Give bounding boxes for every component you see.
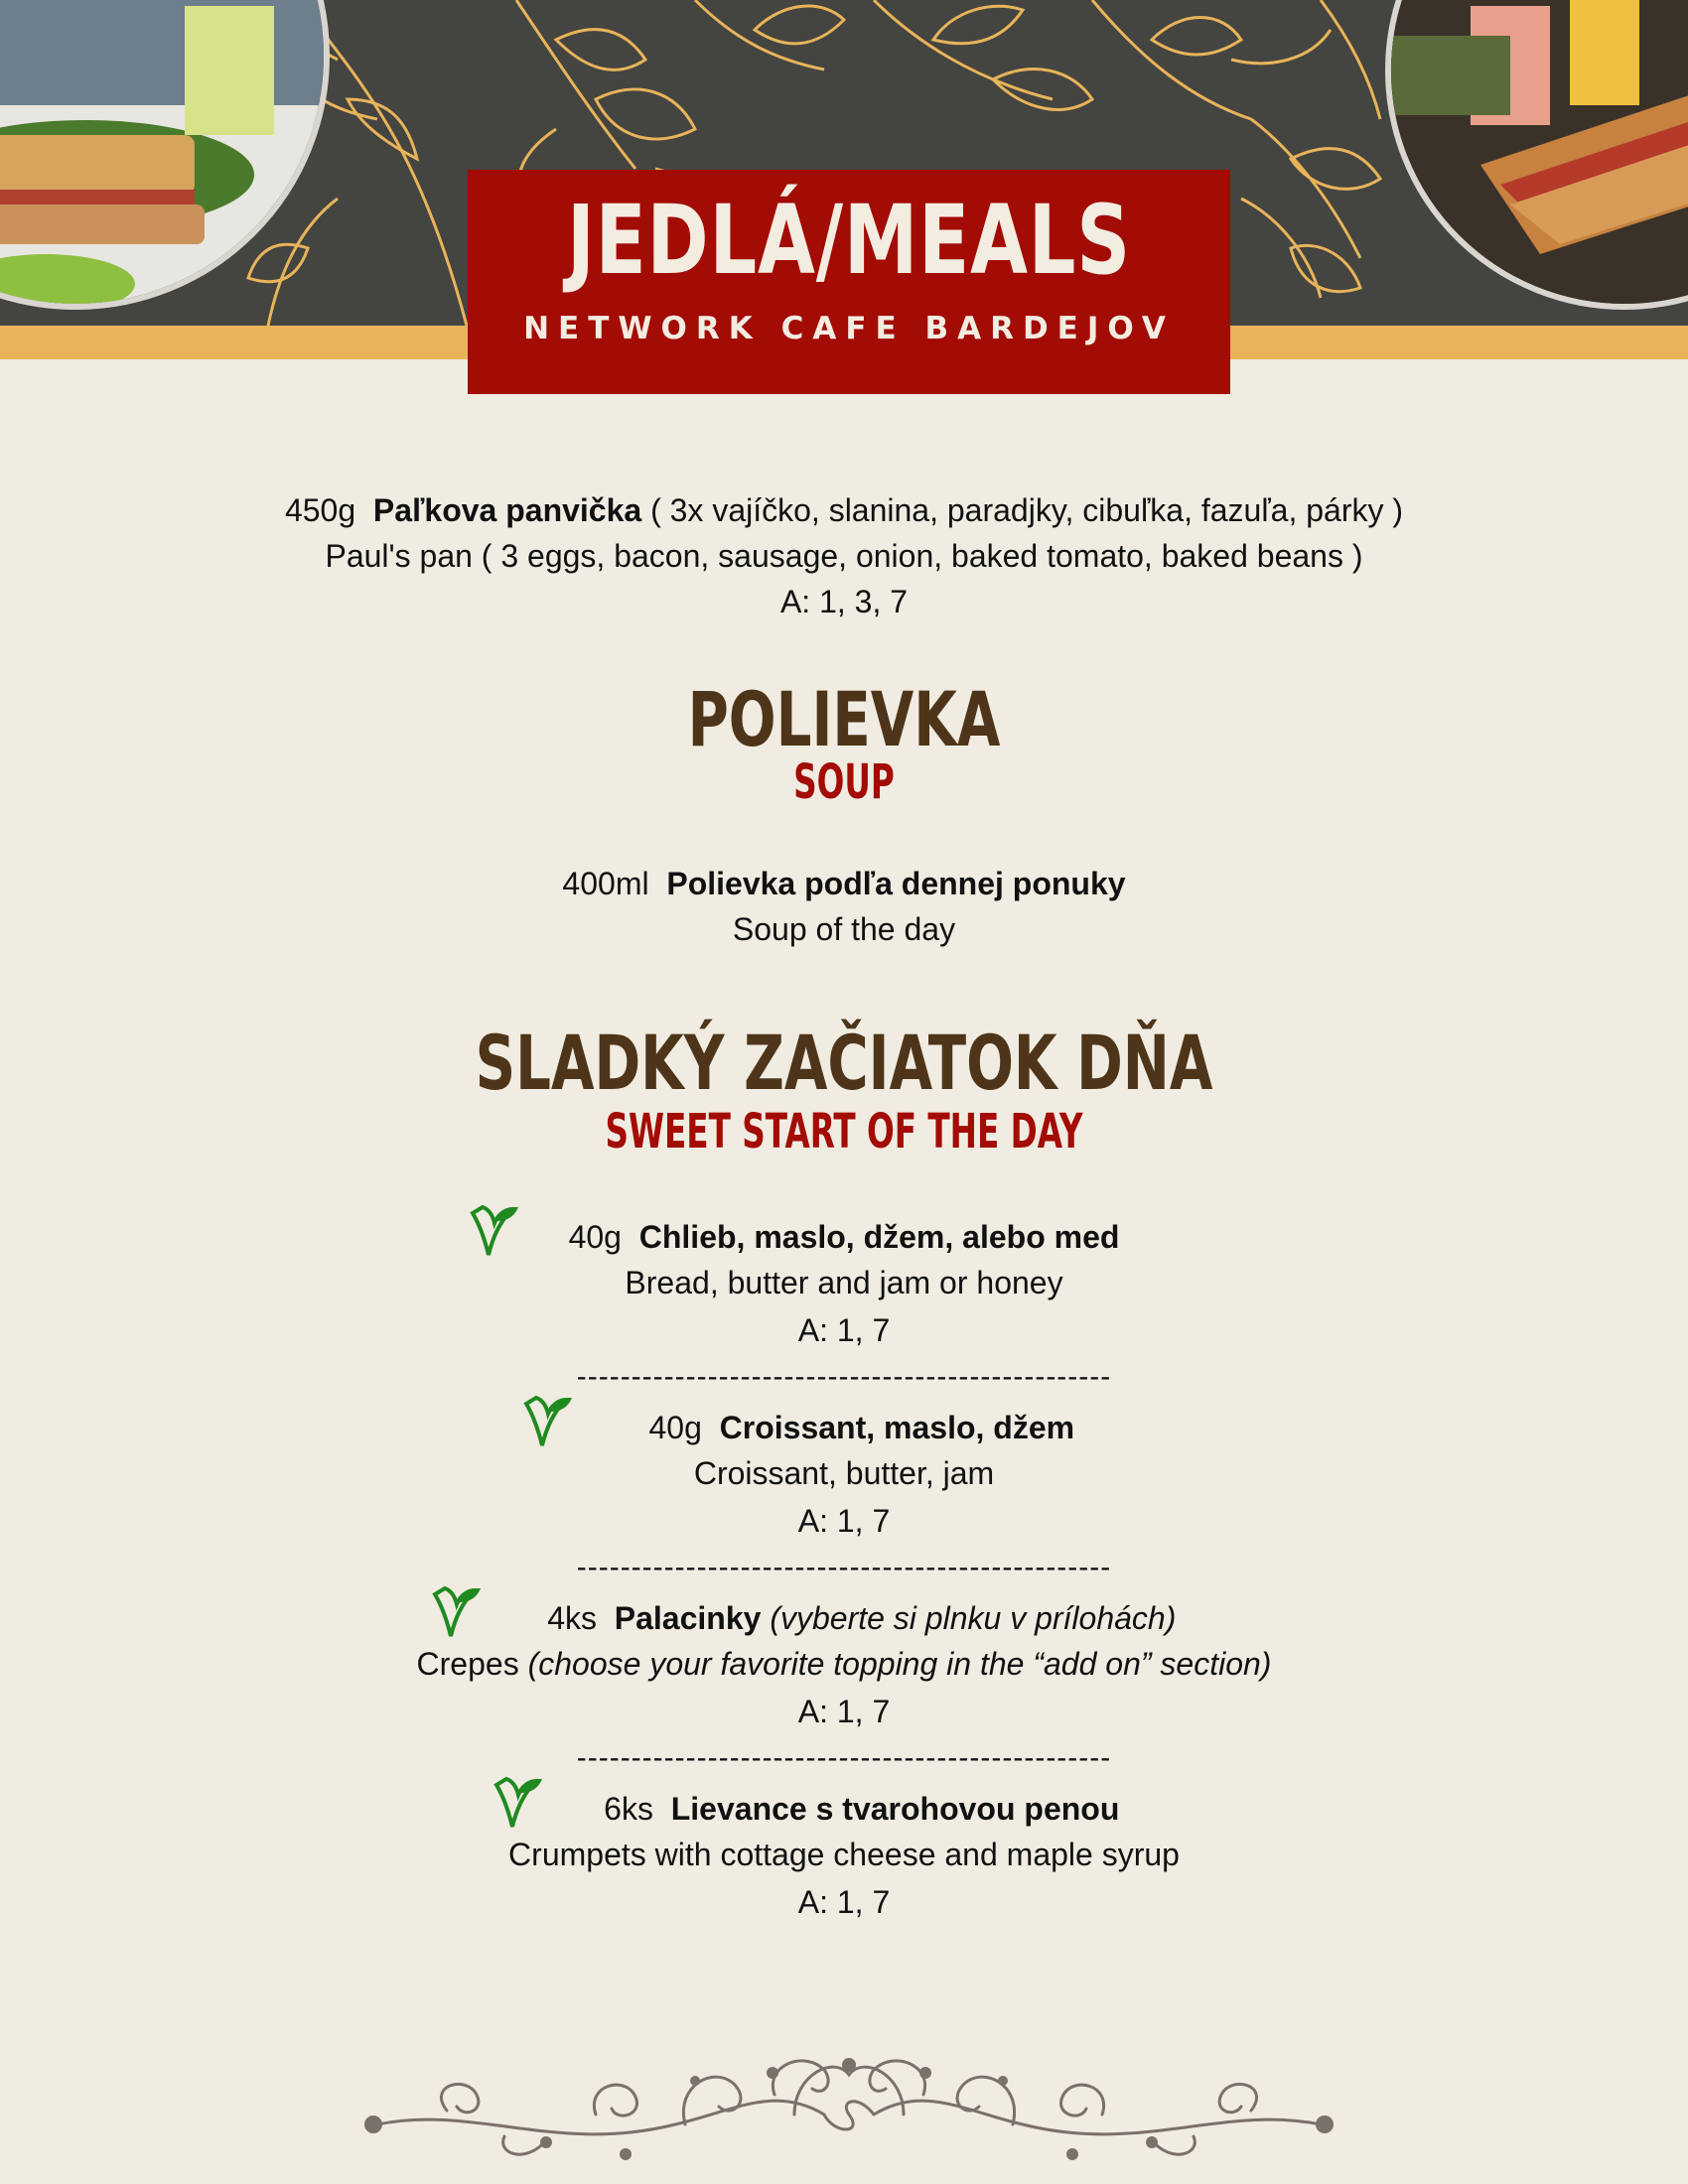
divider: ------------------------------------------------- (576, 1741, 1112, 1774)
item-desc-en: Crumpets with cottage cheese and maple syrup (508, 1837, 1180, 1872)
sandwich-photo (0, 0, 330, 310)
menu-item-croissant (0, 1408, 1688, 1447)
menu-item-crumpets (0, 1789, 1688, 1829)
section-subtitle-soup: SOUP (793, 754, 895, 810)
item-allergens: A: 1, 7 (797, 1884, 891, 1920)
menu-item-crepes (0, 1598, 1688, 1638)
item-name: Palacinky (614, 1600, 762, 1636)
item-desc-en: Paul's pan ( 3 eggs, bacon, sausage, onion, baked tomato, baked beans ) (325, 538, 1363, 574)
scroll-ornament (357, 2045, 1340, 2174)
item-name: Polievka podľa dennej ponuky (666, 866, 1126, 901)
item-desc-en: Croissant, butter, jam (693, 1455, 995, 1491)
sandwich-image (0, 0, 324, 304)
page-title: JEDLÁ/MEALS (566, 185, 1132, 296)
panini-photo (1385, 0, 1688, 310)
item-desc-en: Bread, butter and jam or honey (625, 1265, 1063, 1300)
item-desc-en-line (0, 1644, 1688, 1684)
menu-item-bread (0, 1217, 1688, 1257)
panini-image (1391, 0, 1688, 304)
item-desc-en: Crepes (416, 1646, 519, 1682)
item-name: Lievance s tvarohovou penou (670, 1791, 1120, 1827)
item-allergens: A: 1, 7 (797, 1503, 891, 1539)
item-qty: 450g (284, 492, 356, 528)
section-title-sweet: SLADKÝ ZAČIATOK DŇA (475, 1019, 1213, 1107)
section-title-soup: POLIEVKA (687, 675, 1001, 763)
item-allergens: A: 1, 7 (797, 1694, 891, 1729)
menu-item-palkova (0, 490, 1688, 530)
divider: ------------------------------------------------- (576, 1551, 1112, 1583)
item-allergens: A: 1, 3, 7 (779, 584, 909, 619)
item-note-sk: (vyberte si plnku v prílohách) (770, 1600, 1177, 1636)
item-qty: 400ml (562, 866, 649, 901)
item-note-en: (choose your favorite topping in the “add on” section) (527, 1646, 1272, 1682)
menu-item-soup (0, 864, 1688, 903)
item-name: Chlieb, maslo, džem, alebo med (638, 1219, 1120, 1255)
item-qty: 40g (648, 1410, 702, 1445)
item-allergens: A: 1, 7 (797, 1312, 891, 1348)
item-desc-en: Soup of the day (732, 911, 956, 947)
section-subtitle-sweet: SWEET START OF THE DAY (605, 1104, 1083, 1160)
item-name: Croissant, maslo, džem (719, 1410, 1075, 1445)
cafe-name: NETWORK CAFE BARDEJOV (523, 311, 1175, 346)
divider: ------------------------------------------------- (576, 1360, 1112, 1393)
item-qty: 40g (568, 1219, 622, 1255)
item-qty: 6ks (604, 1791, 653, 1827)
item-qty: 4ks (547, 1600, 597, 1636)
title-banner (468, 170, 1230, 394)
item-desc-sk: ( 3x vajíčko, slanina, paradjky, cibuľka, fazuľa, párky ) (650, 492, 1404, 528)
item-name: Paľkova panvička (372, 492, 642, 528)
